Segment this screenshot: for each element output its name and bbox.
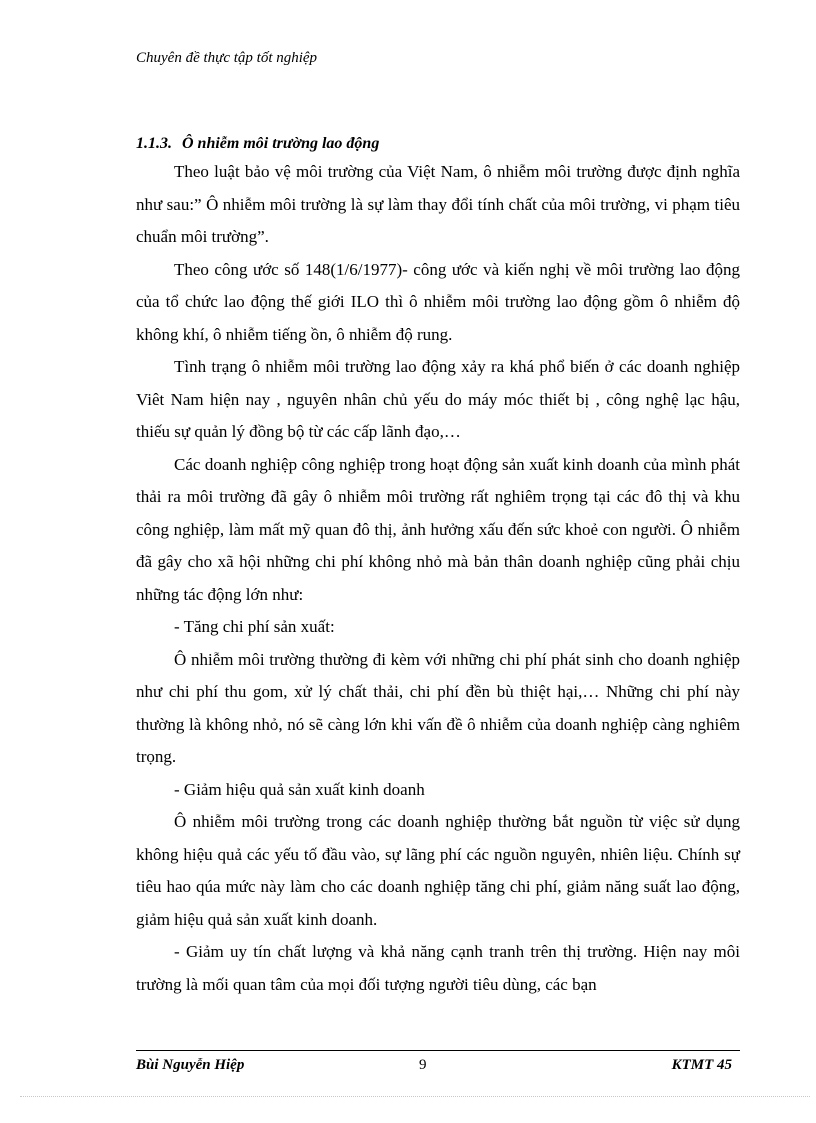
page-bottom-guide <box>20 1096 810 1097</box>
paragraph-industrial-impact: Các doanh nghiệp công nghiệp trong hoạt động sản xuất kinh doanh của mình phát thải ra môi trường đã gây ô nhiễm môi trường rất nghiêm trọng tại các đô thị và khu công nghiệp, làm mất mỹ quan đô thị, ảnh hưởng xấu đến sức khoẻ con người. Ô nhiễm đã gây cho xã hội những chi phí không nhỏ mà bản thân doanh nghiệp cũng phải chịu những tác động lớn như: <box>136 454 740 604</box>
page-number: 9 <box>419 1057 427 1073</box>
section-number: 1.1.3. <box>136 135 172 152</box>
footer-divider <box>136 1050 740 1051</box>
footer-class-code: KTMT 45 <box>671 1057 732 1073</box>
paragraph-efficiency-detail: Ô nhiễm môi trường trong các doanh nghiệp thường bắt nguồn từ việc sử dụng không hiệu quả các yếu tố đầu vào, sự lãng phí các nguồn nguyên, nhiên liệu. Chính sự tiêu hao qúa mức này làm cho các doanh nghiệp tăng chi phí, giảm năng suất lao động, giảm hiệu quả sản xuất kinh doanh. <box>136 812 740 929</box>
bullet-increase-cost: - Tăng chi phí sản xuất: <box>174 617 335 636</box>
paragraph-definition: Theo luật bảo vệ môi trường của Việt Nam, ô nhiễm môi trường được định nghĩa như sau:” Ô nhiễm môi trường là sự làm thay đổi tính chất của môi trường, vi phạm tiêu chuẩn môi trường”. <box>136 162 740 246</box>
paragraph-ilo-convention: Theo công ước số 148(1/6/1977)- công ước và kiến nghị về môi trường lao động của tổ chức lao động thế giới ILO thì ô nhiễm môi trường lao động gồm ô nhiễm độ không khí, ô nhiễm tiếng ồn, ô nhiễm độ rung. <box>136 259 740 344</box>
bullet-reduce-efficiency: - Giảm hiệu quả sản xuất kinh doanh <box>174 779 425 799</box>
paragraph-cost-detail: Ô nhiễm môi trường thường đi kèm với những chi phí phát sinh cho doanh nghiệp như chi phí thu gom, xử lý chất thải, chi phí đền bù thiệt hại,… Những chi phí này thường là không nhỏ, nó sẽ càng lớn khi vấn đề ô nhiễm của doanh nghiệp càng nghiêm trọng. <box>136 649 740 766</box>
section-heading <box>136 132 740 156</box>
page-body <box>136 132 740 1001</box>
section-title: Ô nhiễm môi trường lao động <box>182 135 380 152</box>
bullet-reduce-reputation: - Giảm uy tín chất lượng và khả năng cạnh tranh trên thị trường. Hiện nay môi trường là mối quan tâm của mọi đối tượng người tiêu dùng, các bạn <box>136 942 740 994</box>
running-header: Chuyên đề thực tập tốt nghiệp <box>136 50 318 66</box>
footer-author: Bùi Nguyễn Hiệp <box>136 1057 245 1073</box>
paragraph-pollution-status: Tình trạng ô nhiễm môi trường lao động xảy ra khá phổ biến ở các doanh nghiệp Viêt Nam hiện nay , nguyên nhân chủ yếu do máy móc thiết bị , công nghệ lạc hậu, thiếu sự quản lý đồng bộ từ các cấp lãnh đạo,… <box>136 357 740 441</box>
